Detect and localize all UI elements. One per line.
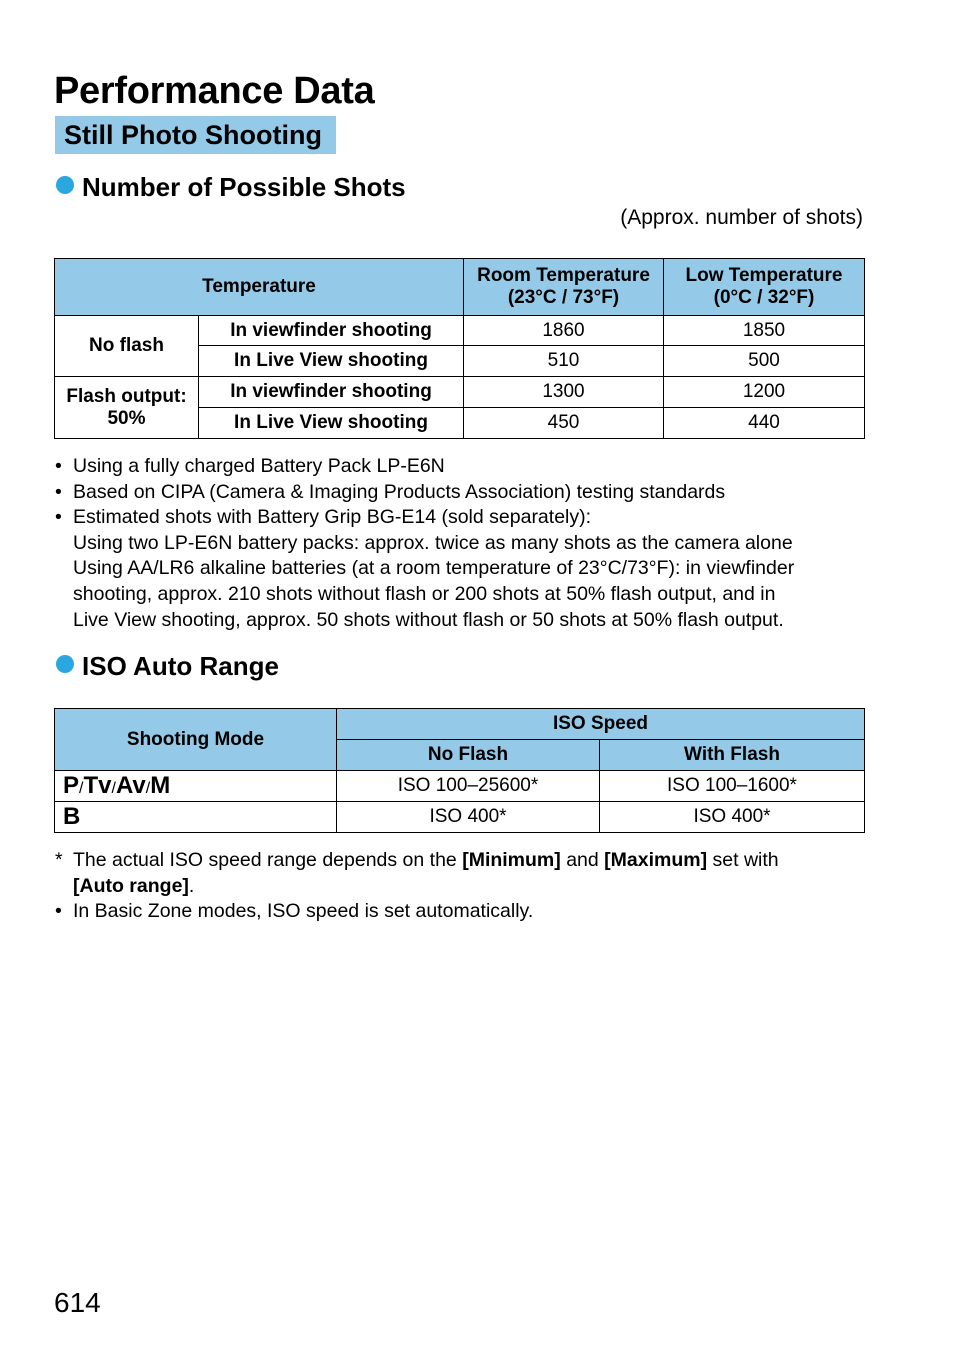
note-item bbox=[55, 505, 794, 633]
maximum-setting: [Maximum] bbox=[604, 849, 708, 871]
note-line: Using AA/LR6 alkaline batteries (at a room temperature of 23°C/73°F): in viewfinder bbox=[73, 557, 795, 580]
minimum-setting: [Minimum] bbox=[462, 849, 561, 871]
note-line: Estimated shots with Battery Grip BG-E14 (sold separately): bbox=[73, 506, 592, 529]
iso-table bbox=[54, 708, 865, 833]
bullet-icon: • bbox=[55, 900, 62, 923]
note-line: Live View shooting, approx. 50 shots without flash or 50 shots at 50% flash output. bbox=[73, 608, 784, 631]
iso-no-flash-value: ISO 100–25600* bbox=[337, 771, 600, 802]
room-value: 450 bbox=[464, 408, 664, 439]
low-temp-header-line2: (0°C / 32°F) bbox=[713, 287, 815, 308]
bullet-icon: • bbox=[55, 455, 62, 477]
note-line: Based on CIPA (Camera & Imaging Products Association) testing standards bbox=[73, 480, 726, 503]
bullet-icon: • bbox=[55, 506, 62, 529]
room-value: 1300 bbox=[464, 377, 664, 408]
mode-separator: / bbox=[145, 780, 151, 797]
iso-with-flash-value: ISO 400* bbox=[600, 802, 865, 833]
iso-heading-text: ISO Auto Range bbox=[82, 651, 279, 681]
mode-b: B bbox=[55, 802, 337, 833]
no-flash-header: No Flash bbox=[337, 740, 600, 771]
bullet-icon: • bbox=[55, 480, 62, 503]
low-temp-header bbox=[664, 259, 865, 316]
mode-cell: In Live View shooting bbox=[199, 346, 464, 377]
iso-no-flash-value: ISO 400* bbox=[337, 802, 600, 833]
note-text: . bbox=[188, 874, 195, 897]
mode-p: P bbox=[63, 772, 80, 799]
asterisk-marker: * bbox=[55, 849, 63, 871]
section-title: Still Photo Shooting bbox=[64, 120, 322, 150]
mode-separator: / bbox=[111, 780, 116, 797]
room-temp-header bbox=[464, 259, 664, 316]
iso-heading bbox=[56, 651, 279, 682]
mode-ptvavm bbox=[55, 771, 337, 802]
note-line: Using two LP-E6N battery packs: approx. twice as many shots as the camera alone bbox=[73, 531, 793, 554]
table-row bbox=[55, 802, 865, 833]
flash-output-label-line2: 50% bbox=[107, 407, 146, 429]
shots-heading bbox=[56, 172, 406, 203]
shots-table bbox=[54, 258, 865, 439]
approx-note: (Approx. number of shots) bbox=[620, 206, 863, 229]
bullet-dot-icon bbox=[56, 176, 74, 194]
iso-with-flash-value: ISO 100–1600* bbox=[600, 771, 865, 802]
auto-range-setting: [Auto range] bbox=[73, 874, 189, 897]
shots-header-row bbox=[55, 259, 865, 316]
mode-m: M bbox=[150, 772, 171, 799]
room-value: 510 bbox=[464, 346, 664, 377]
no-flash-label: No flash bbox=[55, 316, 199, 377]
table-row bbox=[55, 316, 865, 346]
bullet-dot-icon bbox=[56, 655, 74, 673]
low-value: 1200 bbox=[664, 377, 865, 408]
mode-cell: In viewfinder shooting bbox=[199, 316, 464, 346]
table-row bbox=[55, 771, 865, 802]
flash-output-label-line1: Flash output: bbox=[66, 385, 187, 407]
iso-header-row bbox=[55, 709, 865, 740]
mode-av: Av bbox=[115, 772, 146, 799]
note-item bbox=[55, 848, 779, 899]
room-temp-header-line1: Room Temperature bbox=[477, 265, 650, 286]
iso-notes bbox=[55, 848, 779, 925]
with-flash-header: With Flash bbox=[600, 740, 865, 771]
section-title-bar bbox=[55, 116, 336, 154]
note-item bbox=[55, 454, 794, 480]
page-title: Performance Data bbox=[54, 70, 375, 112]
note-text: and bbox=[560, 849, 605, 871]
low-value: 1850 bbox=[664, 316, 865, 346]
note-text: set with bbox=[707, 849, 779, 871]
note-line: In Basic Zone modes, ISO speed is set automatically. bbox=[73, 900, 534, 923]
shooting-mode-header: Shooting Mode bbox=[55, 709, 337, 771]
page-number: 614 bbox=[54, 1287, 101, 1318]
flash-output-label bbox=[55, 377, 199, 439]
low-value: 440 bbox=[664, 408, 865, 439]
mode-cell: In Live View shooting bbox=[199, 408, 464, 439]
mode-separator: / bbox=[79, 780, 84, 797]
note-line bbox=[73, 874, 779, 900]
note-line bbox=[73, 848, 779, 874]
shots-heading-text: Number of Possible Shots bbox=[82, 172, 406, 202]
table-row bbox=[55, 377, 865, 408]
room-value: 1860 bbox=[464, 316, 664, 346]
note-item bbox=[55, 899, 779, 925]
mode-cell: In viewfinder shooting bbox=[199, 377, 464, 408]
room-temp-header-line2: (23°C / 73°F) bbox=[507, 287, 620, 308]
low-temp-header-line1: Low Temperature bbox=[685, 265, 843, 286]
note-line: shooting, approx. 210 shots without flash or 200 shots at 50% flash output, and in bbox=[73, 582, 776, 605]
iso-speed-header: ISO Speed bbox=[337, 709, 865, 740]
mode-tv: Tv bbox=[83, 772, 112, 799]
note-line: Using a fully charged Battery Pack LP-E6N bbox=[73, 455, 445, 477]
low-value: 500 bbox=[664, 346, 865, 377]
temperature-header: Temperature bbox=[55, 259, 464, 316]
note-text: The actual ISO speed range depends on the bbox=[73, 849, 463, 871]
shots-notes bbox=[55, 454, 794, 633]
note-item bbox=[55, 480, 794, 506]
